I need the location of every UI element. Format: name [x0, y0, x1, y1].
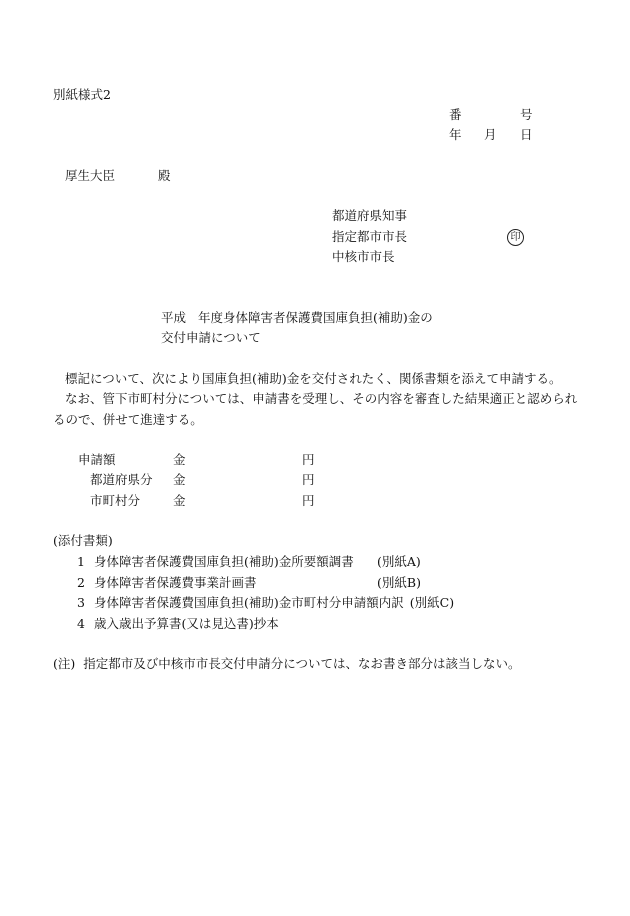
attachment-number: 1	[77, 554, 85, 569]
body-paragraph-1: 標記について、次により国庫負担(補助)金を交付されたく、関係書類を添えて申請する。	[65, 371, 562, 386]
attachment-number: 3	[77, 595, 85, 610]
attachment-item	[77, 554, 421, 570]
addressee-honorific: 殿	[158, 168, 171, 183]
sender-line: 指定都市市長	[332, 229, 408, 244]
attachment-ref: (別紙B)	[377, 575, 421, 590]
attachment-text: 身体障害者保護費事業計画書	[94, 575, 257, 590]
body-paragraph-2: なお、管下市町村分については、申請書を受理し、その内容を審査した結果適正と認められ	[65, 391, 578, 406]
attachment-text: 身体障害者保護費国庫負担(補助)金所要額調書	[94, 554, 354, 569]
amount-prefix: 金	[173, 493, 186, 508]
attachment-number: 4	[77, 616, 85, 631]
amount-label: 市町村分	[90, 493, 141, 508]
note-label: (注)	[53, 656, 76, 671]
attachment-item	[77, 595, 454, 611]
attachments-heading: (添付書類)	[53, 533, 113, 548]
sender-line: 都道府県知事	[332, 208, 408, 223]
amount-prefix: 金	[173, 452, 186, 467]
attachment-item	[77, 575, 421, 591]
amount-prefix: 金	[173, 472, 186, 487]
subject-era: 平成	[161, 310, 187, 325]
form-id: 別紙様式2	[53, 87, 111, 102]
sender-line: 中核市市長	[332, 249, 395, 264]
note-text: 指定都市及び中核市市長交付申請分については、なお書き部分は該当しない。	[83, 656, 521, 671]
attachment-number: 2	[77, 575, 85, 590]
seal-mark: 印	[507, 229, 524, 246]
date-day: 日	[520, 127, 533, 142]
date-year: 年	[449, 127, 462, 142]
attachment-text: 歳入歳出予算書(又は見込書)抄本	[94, 616, 279, 631]
addressee-name: 厚生大臣	[65, 168, 116, 183]
number-label: 番	[449, 107, 462, 122]
note	[53, 656, 521, 672]
subject-line1: 年度身体障害者保護費国庫負担(補助)金の	[198, 310, 433, 325]
number-suffix: 号	[520, 107, 533, 122]
attachment-text: 身体障害者保護費国庫負担(補助)金市町村分申請額内訳	[94, 595, 404, 610]
amount-unit: 円	[302, 493, 315, 508]
attachment-item	[77, 616, 377, 632]
amount-label: 申請額	[78, 452, 116, 467]
body-paragraph-2-cont: るので、併せて進達する。	[53, 412, 203, 427]
amount-label: 都道府県分	[90, 472, 153, 487]
amount-unit: 円	[302, 452, 315, 467]
attachment-ref: (別紙A)	[377, 554, 421, 569]
attachment-ref: (別紙C)	[409, 595, 455, 610]
date-month: 月	[484, 127, 497, 142]
amount-unit: 円	[302, 472, 315, 487]
subject-line2: 交付申請について	[161, 330, 261, 345]
